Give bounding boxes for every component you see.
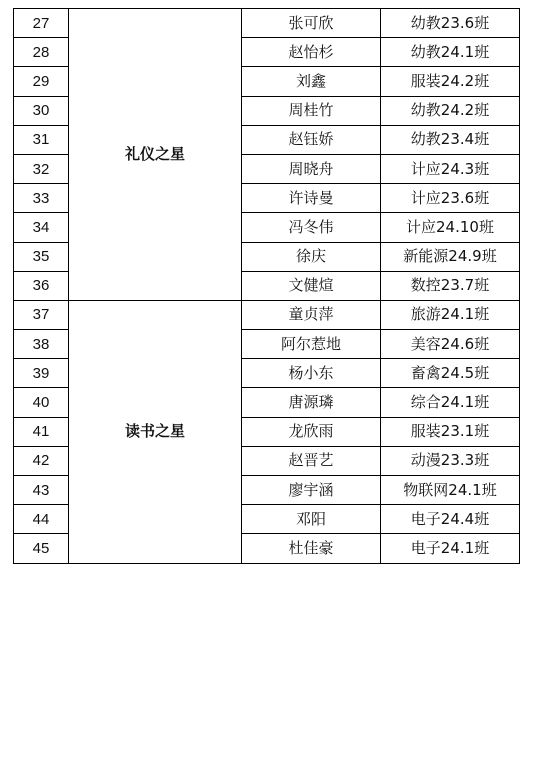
student-name: 廖宇涵 xyxy=(242,476,381,505)
student-name: 童贞萍 xyxy=(242,300,381,329)
student-name: 冯冬伟 xyxy=(242,213,381,242)
student-name: 赵钰娇 xyxy=(242,125,381,154)
student-name: 龙欣雨 xyxy=(242,417,381,446)
class-name: 美容24.6班 xyxy=(381,330,520,359)
student-name: 周桂竹 xyxy=(242,96,381,125)
class-name: 电子24.4班 xyxy=(381,505,520,534)
student-name: 邓阳 xyxy=(242,505,381,534)
award-category: 读书之星 xyxy=(69,300,242,563)
class-name: 计应23.6班 xyxy=(381,184,520,213)
student-name: 徐庆 xyxy=(242,242,381,271)
student-name: 阿尔惹地 xyxy=(242,330,381,359)
row-number: 44 xyxy=(14,505,69,534)
row-number: 41 xyxy=(14,417,69,446)
row-number: 27 xyxy=(14,9,69,38)
class-name: 计应24.3班 xyxy=(381,154,520,183)
class-name: 新能源24.9班 xyxy=(381,242,520,271)
row-number: 30 xyxy=(14,96,69,125)
row-number: 39 xyxy=(14,359,69,388)
row-number: 35 xyxy=(14,242,69,271)
class-name: 畜禽24.5班 xyxy=(381,359,520,388)
table-row xyxy=(14,9,520,38)
table-row xyxy=(14,300,520,329)
row-number: 34 xyxy=(14,213,69,242)
student-name: 刘鑫 xyxy=(242,67,381,96)
award-table xyxy=(13,8,520,564)
student-name: 唐源璘 xyxy=(242,388,381,417)
award-category: 礼仪之星 xyxy=(69,9,242,301)
student-name: 文健煊 xyxy=(242,271,381,300)
row-number: 36 xyxy=(14,271,69,300)
row-number: 42 xyxy=(14,446,69,475)
row-number: 33 xyxy=(14,184,69,213)
class-name: 幼教24.2班 xyxy=(381,96,520,125)
class-name: 电子24.1班 xyxy=(381,534,520,563)
class-name: 服装23.1班 xyxy=(381,417,520,446)
row-number: 38 xyxy=(14,330,69,359)
row-number: 43 xyxy=(14,476,69,505)
student-name: 杨小东 xyxy=(242,359,381,388)
student-name: 赵怡杉 xyxy=(242,38,381,67)
class-name: 幼教23.4班 xyxy=(381,125,520,154)
class-name: 动漫23.3班 xyxy=(381,446,520,475)
class-name: 物联网24.1班 xyxy=(381,476,520,505)
row-number: 31 xyxy=(14,125,69,154)
row-number: 28 xyxy=(14,38,69,67)
class-name: 旅游24.1班 xyxy=(381,300,520,329)
row-number: 29 xyxy=(14,67,69,96)
student-name: 杜佳豪 xyxy=(242,534,381,563)
row-number: 32 xyxy=(14,154,69,183)
class-name: 幼教23.6班 xyxy=(381,9,520,38)
class-name: 幼教24.1班 xyxy=(381,38,520,67)
class-name: 服装24.2班 xyxy=(381,67,520,96)
student-name: 许诗曼 xyxy=(242,184,381,213)
student-name: 赵晋艺 xyxy=(242,446,381,475)
row-number: 37 xyxy=(14,300,69,329)
student-name: 周晓舟 xyxy=(242,154,381,183)
row-number: 40 xyxy=(14,388,69,417)
student-name: 张可欣 xyxy=(242,9,381,38)
row-number: 45 xyxy=(14,534,69,563)
class-name: 计应24.10班 xyxy=(381,213,520,242)
class-name: 综合24.1班 xyxy=(381,388,520,417)
class-name: 数控23.7班 xyxy=(381,271,520,300)
